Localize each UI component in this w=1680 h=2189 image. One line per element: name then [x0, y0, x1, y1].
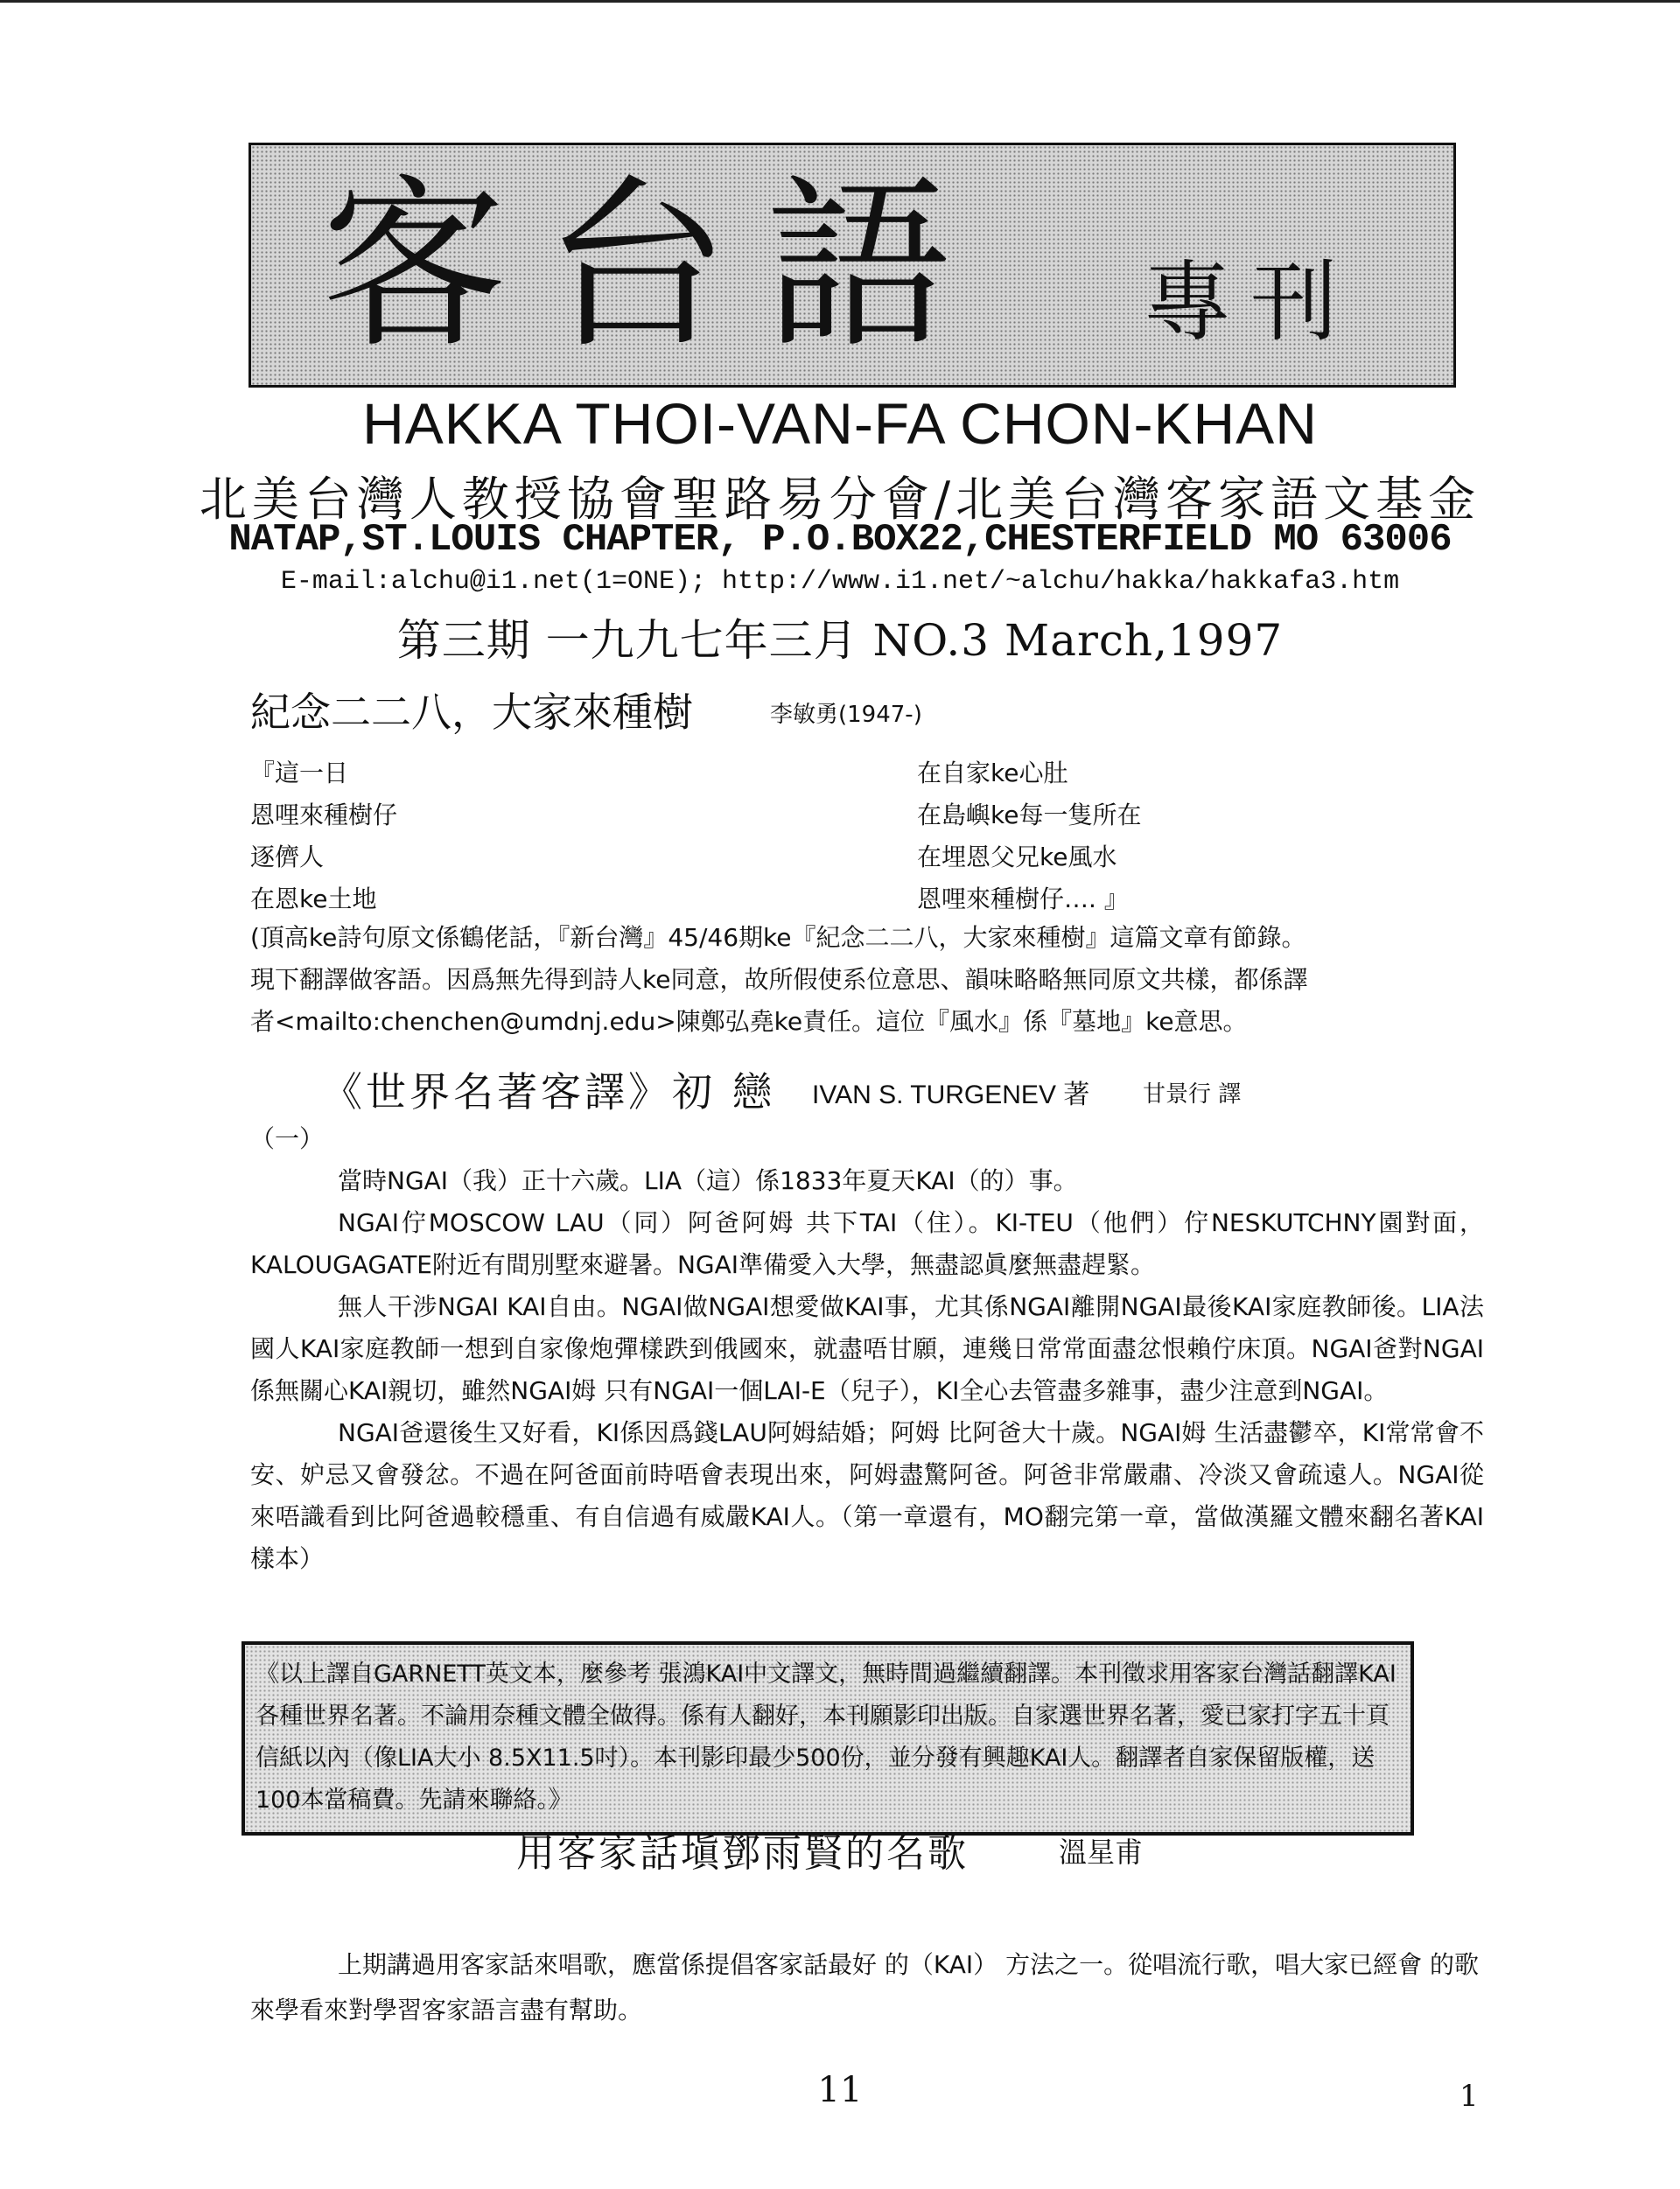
top-rule	[0, 0, 1680, 3]
poem-line: 在埋恩父兄ke風水	[917, 843, 1117, 871]
organization-contact: E-mail:alchu@i1.net(1=ONE); http://www.i1.net/~alchu/hakka/hakkafa3.htm	[280, 567, 1400, 597]
novel-paragraph: NGAI佇MOSCOW LAU（同）阿爸阿姆 共下TAI（住）。KI-TEU（他們）佇NESKUTCHNY園對面，KALOUGAGATE附近有間別墅來避暑。NGAI準備愛入大學，無盡認眞麼無盡趕緊。	[250, 1208, 1484, 1279]
novel-section-title: 《世界名著客譯》初 戀	[322, 1068, 776, 1115]
song-paragraph: 上期講過用客家話來唱歌，應當係提倡客家話最好 的（KAI） 方法之一。從唱流行歌，唱大家已經會 的歌來學看來對學習客家語言盡有幫助。	[250, 1950, 1479, 2025]
poem-line: 在恩ke土地	[250, 885, 377, 913]
novel-body	[250, 1160, 1484, 1580]
translation-notice-text: 《以上譯自GARNETT英文本，麼參考 張鴻KAI中文譯文，無時間過繼續翻譯。本刊徵求用客家台灣話翻譯KAI各種世界名著。不論用奈種文體全做得。係有人翻好，本刊願影印出版。自家選世界名著，愛已家打字五十頁信紙以內（像LIA大小 8.5X11.5吋）。本刊影印最少500份，並分發有興趣KAI人。翻譯者自家保留版權，送100本當稿費。先請來聯絡。》	[256, 1661, 1396, 1814]
issue-line: 第三期 一九九七年三月 NO.3 March,1997	[396, 615, 1284, 666]
song-author: 溫星甫	[1059, 1836, 1144, 1869]
poem-line: 在自家ke心肚	[917, 759, 1068, 787]
poem-line: 『這一日	[250, 759, 349, 787]
poem-note-line: (頂高ke詩句原文係鶴佬話，『新台灣』45/46期ke『紀念二二八，大家來種樹』這篇文章有節錄。	[250, 923, 1306, 952]
poem-author: 李敏勇(1947-)	[770, 702, 922, 728]
poem-note-line: 現下翻譯做客語。因爲無先得到詩人ke同意，故所假使系位意思、韻味略略無同原文共樣，都係譯	[250, 965, 1308, 994]
song-section-title: 用客家話塡鄧雨賢的名歌	[516, 1831, 969, 1876]
title-english: HAKKA THOI-VAN-FA CHON-KHAN	[362, 391, 1318, 456]
translation-notice-box	[242, 1641, 1414, 1836]
poem-line: 恩哩來種樹仔	[250, 801, 398, 829]
novel-author: IVAN S. TURGENEV 著	[812, 1081, 1090, 1109]
masthead-title: 客台語	[321, 157, 988, 374]
masthead-banner	[248, 143, 1456, 388]
poem-note-line: 者<mailto:chenchen@umdnj.edu>陳鄭弘堯ke責任。這位『風水』係『墓地』ke意思。	[250, 1007, 1248, 1036]
novel-paragraph: NGAI爸還後生又好看，KI係因爲錢LAU阿姆結婚；阿姆 比阿爸大十歲。NGAI姆 生活盡鬱卒，KI常常會不安、妒忌又會發忿。不過在阿爸面前時唔會表現出來，阿姆盡驚阿爸。阿爸非常嚴肅、冷淡又會疏遠人。NGAI從來唔識看到比阿爸過較穩重、有自信過有威嚴KAI人。（第一章還有，MO翻完第一章，當做漢羅文體來翻名著KAI樣本）	[250, 1418, 1484, 1573]
page-number: 11	[817, 2070, 863, 2110]
chapter-heading: （一）	[250, 1124, 325, 1153]
poem-title: 紀念二二八，大家來種樹	[250, 689, 693, 736]
novel-translator: 甘景行 譯	[1143, 1081, 1242, 1108]
novel-paragraph: 無人干涉NGAI KAI自由。NGAI做NGAI想愛做KAI事，尤其係NGAI離開NGAI最後KAI家庭教師後。LIA法國人KAI家庭教師一想到自家像炮彈樣跌到俄國來，就盡唔甘願，連幾日常常面盡忿恨賴佇床頂。NGAI爸對NGAI係無關心KAI親切，雖然NGAI姆 只有NGAI一個LAI-E（兒子），KI全心去管盡多雜事，盡少注意到NGAI。	[250, 1292, 1484, 1405]
organization-address: NATAP,ST.LOUIS CHAPTER, P.O.BOX22,CHESTERFIELD MO 63006	[228, 518, 1452, 562]
masthead-subtitle: 專刊	[1144, 251, 1357, 353]
organization-chinese: 北美台灣人教授協會聖路易分會/北美台灣客家語文基金	[199, 472, 1481, 527]
poem-line: 逐儕人	[250, 843, 325, 871]
poem-line: 在島嶼ke每一隻所在	[917, 801, 1142, 829]
corner-page-number: 1	[1460, 2079, 1479, 2114]
novel-paragraph: 當時NGAI（我）正十六歲。LIA（這）係1833年夏天KAI（的）事。	[338, 1166, 1078, 1195]
poem-line: 恩哩來種樹仔…. 』	[917, 885, 1129, 913]
song-body	[250, 1942, 1484, 2033]
